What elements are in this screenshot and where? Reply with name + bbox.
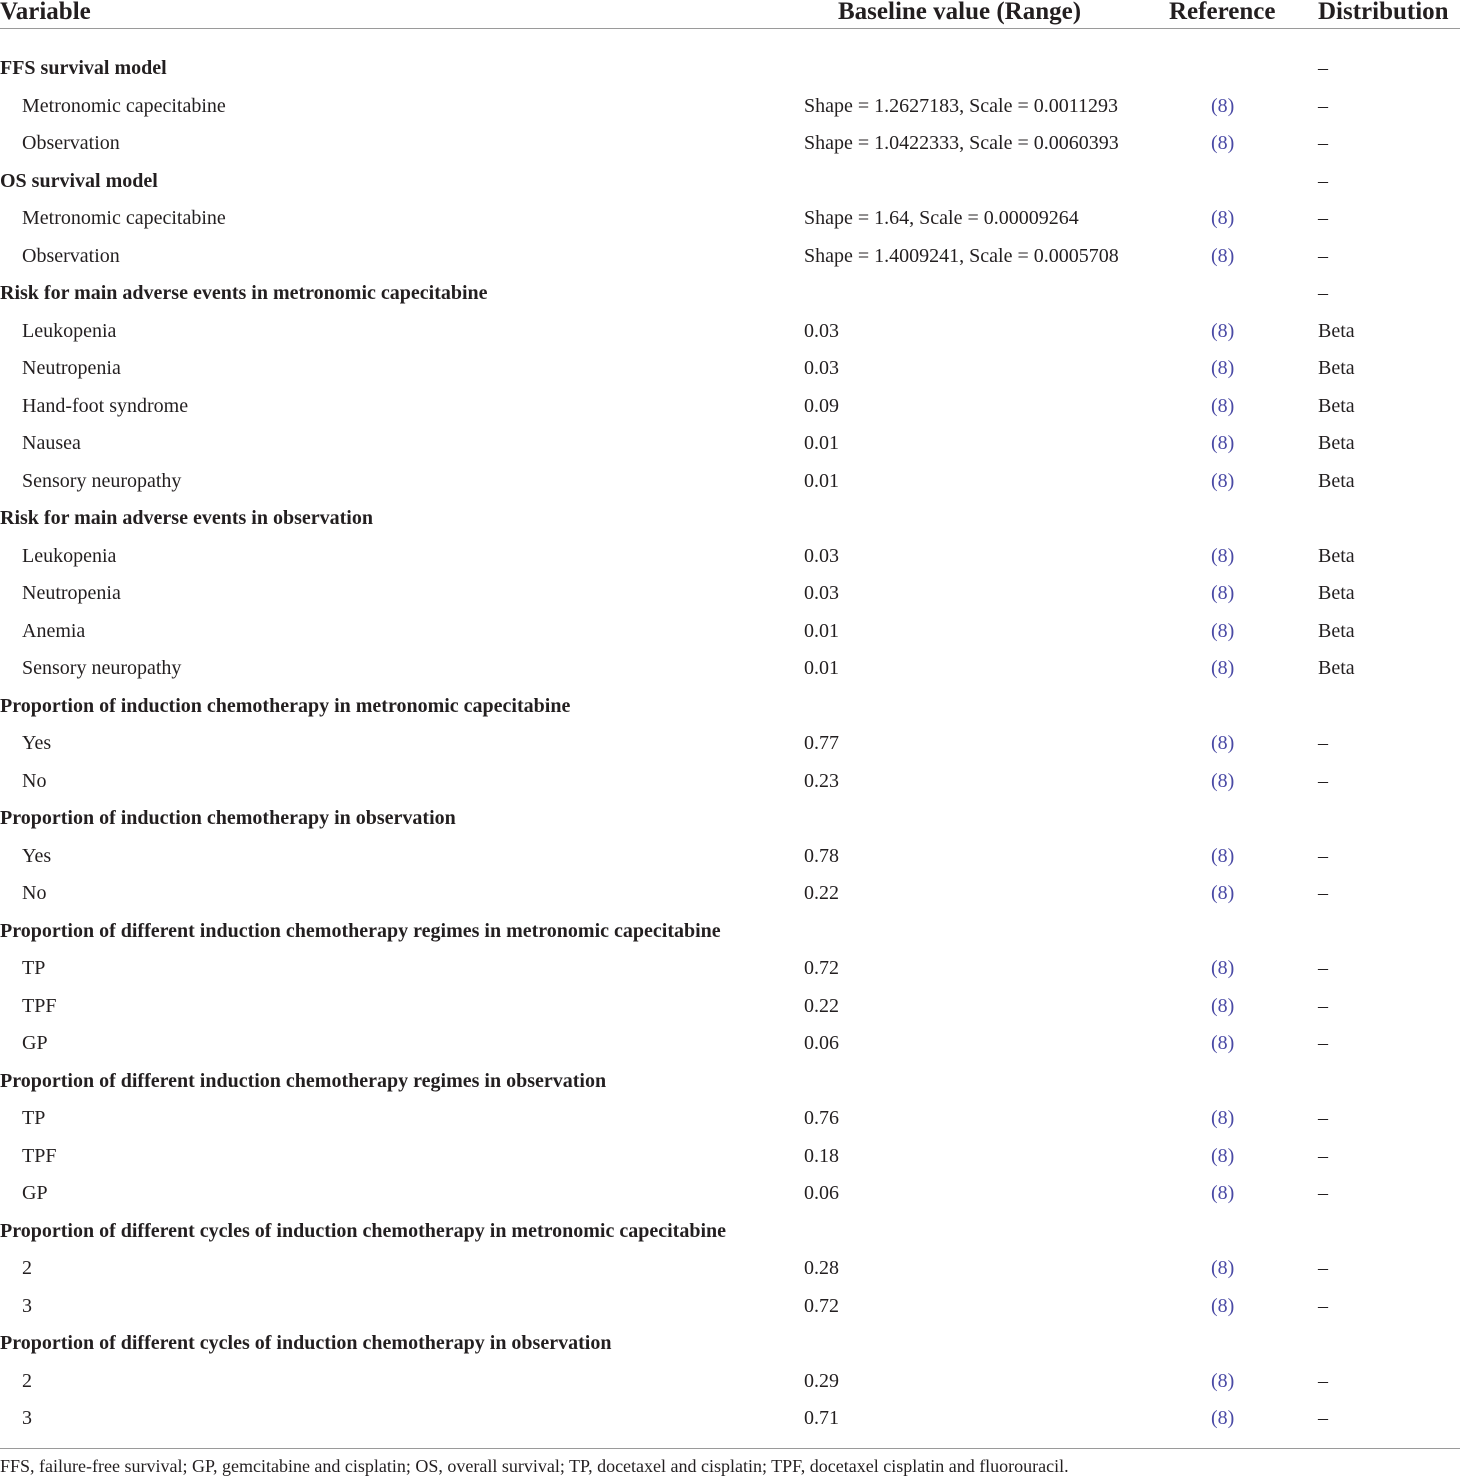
table-row: [0, 575, 1460, 612]
distribution-cell: Beta: [1318, 545, 1355, 567]
distribution-cell: –: [1318, 1182, 1328, 1204]
table-row: [0, 1288, 1460, 1325]
reference-cell: (8): [1211, 1107, 1235, 1129]
section-title: Proportion of induction chemotherapy in observation: [0, 807, 456, 829]
baseline-value-cell: Shape = 1.0422333, Scale = 0.0060393: [804, 132, 1119, 154]
distribution-cell: –: [1318, 132, 1328, 154]
reference-link[interactable]: 8: [1217, 320, 1228, 342]
reference-cell: (8): [1211, 1032, 1235, 1054]
variable-cell: TPF: [22, 995, 57, 1017]
table-row: [0, 838, 1460, 875]
baseline-value-cell: 0.18: [804, 1145, 839, 1167]
variable-cell: TPF: [22, 1145, 57, 1167]
table-row: [0, 875, 1460, 912]
table-row: [0, 763, 1460, 800]
table-row: [0, 313, 1460, 350]
reference-cell: (8): [1211, 1182, 1235, 1204]
table-row: [0, 1025, 1460, 1062]
table-row: [0, 613, 1460, 650]
reference-cell: (8): [1211, 320, 1235, 342]
reference-link[interactable]: 8: [1217, 1295, 1228, 1317]
distribution-cell: –: [1318, 845, 1328, 867]
variable-cell: Observation: [22, 132, 120, 154]
section-row: [0, 163, 1460, 200]
distribution-cell: Beta: [1318, 395, 1355, 417]
header-reference: Reference: [1169, 0, 1276, 25]
baseline-value-cell: 0.03: [804, 357, 839, 379]
distribution-cell: –: [1318, 1145, 1328, 1167]
baseline-value-cell: 0.71: [804, 1407, 839, 1429]
variable-cell: Yes: [22, 845, 52, 867]
variable-cell: TP: [22, 1107, 46, 1129]
variable-cell: TP: [22, 957, 46, 979]
section-title: FFS survival model: [0, 57, 167, 79]
table-row: [0, 463, 1460, 500]
table-row: [0, 1175, 1460, 1212]
reference-link[interactable]: 8: [1217, 132, 1228, 154]
baseline-value-cell: Shape = 1.64, Scale = 0.00009264: [804, 207, 1079, 229]
reference-link[interactable]: 8: [1217, 995, 1228, 1017]
section-title: Risk for main adverse events in metronomic capecitabine: [0, 282, 488, 304]
baseline-value-cell: 0.01: [804, 432, 839, 454]
reference-link[interactable]: 8: [1217, 95, 1228, 117]
baseline-value-cell: 0.22: [804, 882, 839, 904]
reference-link[interactable]: 8: [1217, 245, 1228, 267]
reference-cell: (8): [1211, 1407, 1235, 1429]
variable-cell: Sensory neuropathy: [22, 657, 182, 679]
distribution-cell: –: [1318, 732, 1328, 754]
header-variable: Variable: [0, 0, 91, 25]
distribution-cell: –: [1318, 882, 1328, 904]
baseline-value-cell: 0.72: [804, 1295, 839, 1317]
reference-cell: (8): [1211, 1295, 1235, 1317]
reference-link[interactable]: 8: [1217, 395, 1228, 417]
baseline-value-cell: 0.22: [804, 995, 839, 1017]
reference-cell: (8): [1211, 95, 1235, 117]
baseline-value-cell: 0.76: [804, 1107, 839, 1129]
distribution-cell: –: [1318, 995, 1328, 1017]
reference-link[interactable]: 8: [1217, 770, 1228, 792]
reference-cell: (8): [1211, 770, 1235, 792]
reference-cell: (8): [1211, 582, 1235, 604]
variable-cell: Hand-foot syndrome: [22, 395, 189, 417]
reference-cell: (8): [1211, 882, 1235, 904]
distribution-cell: Beta: [1318, 657, 1355, 679]
table-row: [0, 538, 1460, 575]
distribution-cell: –: [1318, 1370, 1328, 1392]
baseline-value-cell: 0.06: [804, 1182, 839, 1204]
reference-cell: (8): [1211, 657, 1235, 679]
footer-rule: [0, 1448, 1460, 1449]
baseline-value-cell: 0.23: [804, 770, 839, 792]
reference-cell: (8): [1211, 1370, 1235, 1392]
distribution-cell: Beta: [1318, 320, 1355, 342]
distribution-cell: Beta: [1318, 582, 1355, 604]
header-rule: [0, 28, 1460, 29]
distribution-cell: Beta: [1318, 357, 1355, 379]
reference-link[interactable]: 8: [1217, 1370, 1228, 1392]
variable-cell: 3: [22, 1407, 32, 1429]
distribution-cell: –: [1318, 282, 1328, 304]
section-row: [0, 275, 1460, 312]
section-title: OS survival model: [0, 170, 158, 192]
section-row: [0, 913, 1460, 950]
baseline-value-cell: 0.03: [804, 320, 839, 342]
reference-link[interactable]: 8: [1217, 582, 1228, 604]
reference-link[interactable]: 8: [1217, 657, 1228, 679]
distribution-cell: –: [1318, 770, 1328, 792]
reference-link[interactable]: 8: [1217, 845, 1228, 867]
distribution-cell: –: [1318, 207, 1328, 229]
table-row: [0, 1400, 1460, 1437]
variable-cell: No: [22, 770, 47, 792]
section-title: Proportion of induction chemotherapy in metronomic capecitabine: [0, 695, 571, 717]
distribution-cell: –: [1318, 170, 1328, 192]
variable-cell: 3: [22, 1295, 32, 1317]
reference-cell: (8): [1211, 732, 1235, 754]
reference-cell: (8): [1211, 132, 1235, 154]
reference-cell: (8): [1211, 620, 1235, 642]
reference-link[interactable]: 8: [1217, 957, 1228, 979]
reference-link[interactable]: 8: [1217, 1182, 1228, 1204]
section-row: [0, 50, 1460, 87]
distribution-cell: Beta: [1318, 620, 1355, 642]
reference-link[interactable]: 8: [1217, 545, 1228, 567]
distribution-cell: –: [1318, 1032, 1328, 1054]
baseline-value-cell: Shape = 1.2627183, Scale = 0.0011293: [804, 95, 1119, 117]
reference-cell: (8): [1211, 395, 1235, 417]
section-row: [0, 688, 1460, 725]
section-row: [0, 1063, 1460, 1100]
table-row: [0, 1100, 1460, 1137]
distribution-cell: –: [1318, 1257, 1328, 1279]
reference-link[interactable]: 8: [1217, 620, 1228, 642]
section-row: [0, 1325, 1460, 1362]
table-row: [0, 1138, 1460, 1175]
reference-cell: (8): [1211, 357, 1235, 379]
variable-cell: Nausea: [22, 432, 81, 454]
variable-cell: Sensory neuropathy: [22, 470, 182, 492]
reference-link[interactable]: 8: [1217, 1145, 1228, 1167]
table-row: [0, 238, 1460, 275]
variable-cell: Metronomic capecitabine: [22, 207, 226, 229]
distribution-cell: –: [1318, 957, 1328, 979]
reference-link[interactable]: 8: [1217, 882, 1228, 904]
section-title: Proportion of different induction chemotherapy regimes in metronomic capecitabine: [0, 920, 721, 942]
variable-cell: 2: [22, 1370, 32, 1392]
reference-link[interactable]: 8: [1217, 207, 1228, 229]
baseline-value-cell: 0.01: [804, 620, 839, 642]
section-row: [0, 1213, 1460, 1250]
reference-link[interactable]: 8: [1217, 1257, 1228, 1279]
reference-link[interactable]: 8: [1217, 1032, 1228, 1054]
baseline-value-cell: 0.09: [804, 395, 839, 417]
table-row: [0, 350, 1460, 387]
distribution-cell: –: [1318, 245, 1328, 267]
variable-cell: Anemia: [22, 620, 86, 642]
table-row: [0, 88, 1460, 125]
reference-cell: (8): [1211, 995, 1235, 1017]
reference-cell: (8): [1211, 1257, 1235, 1279]
reference-cell: (8): [1211, 545, 1235, 567]
variable-cell: GP: [22, 1182, 48, 1204]
table-row: [0, 200, 1460, 237]
reference-link[interactable]: 8: [1217, 1107, 1228, 1129]
distribution-cell: –: [1318, 1107, 1328, 1129]
baseline-value-cell: Shape = 1.4009241, Scale = 0.0005708: [804, 245, 1119, 267]
section-title: Proportion of different cycles of induction chemotherapy in metronomic capecitabine: [0, 1220, 727, 1242]
table-row: [0, 388, 1460, 425]
baseline-value-cell: 0.77: [804, 732, 839, 754]
distribution-cell: Beta: [1318, 470, 1355, 492]
header-distribution: Distribution: [1318, 0, 1449, 25]
reference-link[interactable]: 8: [1217, 470, 1228, 492]
variable-cell: GP: [22, 1032, 48, 1054]
variable-cell: Metronomic capecitabine: [22, 95, 226, 117]
variable-cell: 2: [22, 1257, 32, 1279]
baseline-value-cell: 0.01: [804, 470, 839, 492]
section-row: [0, 800, 1460, 837]
reference-link[interactable]: 8: [1217, 432, 1228, 454]
distribution-cell: –: [1318, 1295, 1328, 1317]
reference-link[interactable]: 8: [1217, 732, 1228, 754]
distribution-cell: –: [1318, 57, 1328, 79]
distribution-cell: –: [1318, 1407, 1328, 1429]
reference-cell: (8): [1211, 845, 1235, 867]
variable-cell: Leukopenia: [22, 545, 117, 567]
baseline-value-cell: 0.06: [804, 1032, 839, 1054]
reference-cell: (8): [1211, 1145, 1235, 1167]
baseline-value-cell: 0.03: [804, 545, 839, 567]
reference-cell: (8): [1211, 245, 1235, 267]
header-baseline-value: Baseline value (Range): [838, 0, 1082, 25]
reference-cell: (8): [1211, 957, 1235, 979]
table-row: [0, 988, 1460, 1025]
variable-cell: No: [22, 882, 47, 904]
table-row: [0, 425, 1460, 462]
table-row: [0, 725, 1460, 762]
variable-cell: Yes: [22, 732, 52, 754]
table-footnote: FFS, failure-free survival; GP, gemcitabine and cisplatin; OS, overall survival; TP, docetaxel and cisplatin; TPF, docetaxel cisplatin and fluorouracil.: [0, 1456, 1069, 1476]
section-title: Proportion of different induction chemotherapy regimes in observation: [0, 1070, 607, 1092]
reference-link[interactable]: 8: [1217, 357, 1228, 379]
baseline-value-cell: 0.01: [804, 657, 839, 679]
reference-cell: (8): [1211, 432, 1235, 454]
reference-cell: (8): [1211, 207, 1235, 229]
reference-cell: (8): [1211, 470, 1235, 492]
variable-cell: Observation: [22, 245, 120, 267]
table-row: [0, 125, 1460, 162]
distribution-cell: Beta: [1318, 432, 1355, 454]
section-row: [0, 500, 1460, 537]
baseline-value-cell: 0.78: [804, 845, 839, 867]
section-title: Risk for main adverse events in observation: [0, 507, 373, 529]
distribution-cell: –: [1318, 95, 1328, 117]
reference-link[interactable]: 8: [1217, 1407, 1228, 1429]
table-row: [0, 1363, 1460, 1400]
variable-cell: Neutropenia: [22, 357, 121, 379]
table-header: [0, 0, 1460, 28]
baseline-value-cell: 0.03: [804, 582, 839, 604]
variable-cell: Neutropenia: [22, 582, 121, 604]
baseline-value-cell: 0.29: [804, 1370, 839, 1392]
baseline-value-cell: 0.72: [804, 957, 839, 979]
table-row: [0, 650, 1460, 687]
table-row: [0, 950, 1460, 987]
baseline-value-cell: 0.28: [804, 1257, 839, 1279]
table-row: [0, 1250, 1460, 1287]
section-title: Proportion of different cycles of induction chemotherapy in observation: [0, 1332, 612, 1354]
variable-cell: Leukopenia: [22, 320, 117, 342]
